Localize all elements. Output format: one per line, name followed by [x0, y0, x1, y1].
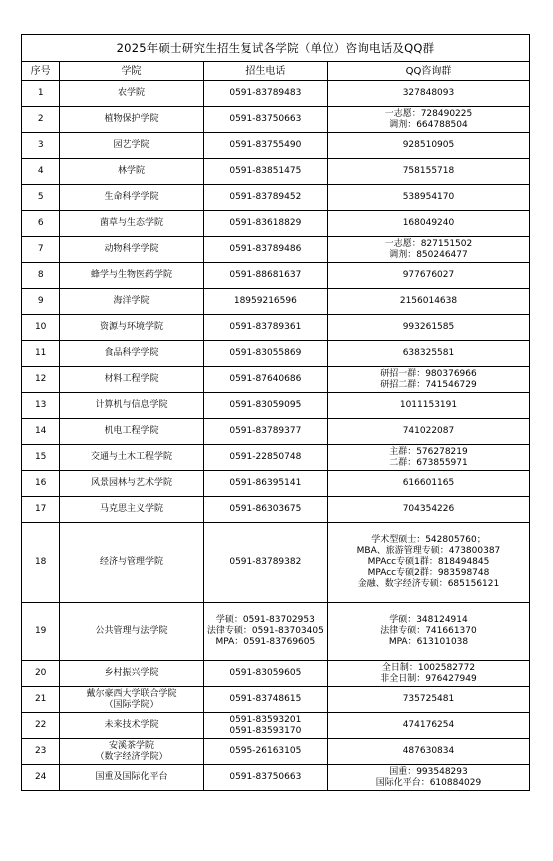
qq-group-cell: [327, 419, 529, 445]
phone-number-cell: [203, 133, 327, 159]
phone-number-cell: [203, 497, 327, 523]
college-name-cell: [60, 523, 203, 603]
qq-group-cell: [327, 497, 529, 523]
header-college: 学院: [60, 62, 203, 81]
row-number: 14: [22, 419, 60, 445]
college-name: 食品科学学院: [104, 348, 159, 358]
phone-number: 0591-83055869: [229, 348, 302, 358]
row-number: 24: [22, 765, 60, 791]
qq-group: 616601165: [402, 478, 455, 488]
row-number: 22: [22, 713, 60, 739]
college-name-cell: [60, 315, 203, 341]
qq-group-cell: [327, 133, 529, 159]
college-name: 戴尔豪西大学联合学院: [86, 688, 177, 699]
table-row: [22, 263, 530, 289]
table-row: [22, 393, 530, 419]
college-name: 资源与环境学院: [100, 322, 164, 332]
qq-group: 主群：576278219: [389, 446, 468, 457]
college-name-cell: [60, 341, 203, 367]
header-qq: QQ咨询群: [327, 62, 529, 81]
row-number: 19: [22, 603, 60, 661]
college-name-cell: [60, 107, 203, 133]
qq-group: 758155718: [402, 166, 455, 176]
college-name: 马克思主义学院: [100, 504, 164, 514]
college-name: 农学院: [118, 88, 146, 98]
qq-group: 538954170: [402, 192, 455, 202]
table-row: [22, 289, 530, 315]
qq-group-cell: [327, 107, 529, 133]
qq-group-cell: [327, 523, 529, 603]
qq-group: 474176254: [402, 720, 455, 730]
phone-number: 0591-83593201: [229, 714, 302, 725]
row-number: 12: [22, 367, 60, 393]
qq-group: 1011153191: [399, 400, 458, 410]
college-name-cell: [60, 713, 203, 739]
qq-group-cell: [327, 661, 529, 687]
college-name-cell: [60, 185, 203, 211]
college-name-cell: [60, 159, 203, 185]
row-number: 1: [22, 81, 60, 107]
college-name: 乡村振兴学院: [104, 668, 159, 678]
phone-number: 0591-87640686: [229, 374, 302, 384]
qq-group-cell: [327, 289, 529, 315]
row-number: 18: [22, 523, 60, 603]
qq-group: 一志愿：827151502: [384, 238, 473, 249]
qq-group-cell: [327, 765, 529, 791]
phone-number-cell: [203, 445, 327, 471]
table-row: [22, 133, 530, 159]
phone-number: 0591-83789382: [229, 557, 302, 567]
table-title: 2025年硕士研究生招生复试各学院（单位）咨询电话及QQ群: [22, 35, 530, 62]
row-number: 7: [22, 237, 60, 263]
qq-group-cell: [327, 341, 529, 367]
college-name-cell: [60, 661, 203, 687]
row-number: 16: [22, 471, 60, 497]
qq-group: 国际化平台：610884029: [375, 777, 482, 788]
qq-group-cell: [327, 81, 529, 107]
college-name: 林学院: [118, 166, 146, 176]
qq-group: 非全日制：976427949: [380, 673, 477, 684]
table-row: [22, 497, 530, 523]
phone-number: 0591-83059095: [229, 400, 302, 410]
qq-group: 一志愿：728490225: [384, 108, 473, 119]
phone-number-cell: [203, 341, 327, 367]
college-name: 海洋学院: [113, 296, 150, 306]
phone-number: 0591-83059605: [229, 668, 302, 678]
row-number: 15: [22, 445, 60, 471]
phone-number: MPA：0591-83769605: [215, 637, 316, 647]
college-name-cell: [60, 393, 203, 419]
college-name: 未来技术学院: [104, 720, 159, 730]
phone-number: 0591-83618829: [229, 218, 302, 228]
phone-number-cell: [203, 237, 327, 263]
qq-group: 487630834: [402, 746, 455, 756]
college-name-cell: [60, 445, 203, 471]
college-name: 蜂学与生物医药学院: [91, 270, 173, 280]
table-row: [22, 237, 530, 263]
qq-group-cell: [327, 687, 529, 713]
phone-number-cell: [203, 687, 327, 713]
row-number: 13: [22, 393, 60, 419]
college-name-cell: [60, 133, 203, 159]
college-name-cell: [60, 739, 203, 765]
table-row: [22, 211, 530, 237]
college-name-cell: [60, 497, 203, 523]
table-row: [22, 739, 530, 765]
table-row: [22, 159, 530, 185]
phone-number-cell: [203, 523, 327, 603]
qq-group-cell: [327, 263, 529, 289]
phone-number: 0591-83755490: [229, 140, 302, 150]
phone-number: 0591-83593170: [229, 725, 302, 736]
phone-number-cell: [203, 739, 327, 765]
qq-group: 993261585: [402, 322, 455, 332]
qq-group: MPA：613101038: [388, 637, 469, 647]
row-number: 6: [22, 211, 60, 237]
phone-number: 0591-83750663: [229, 772, 302, 782]
college-name-cell: [60, 367, 203, 393]
qq-group-cell: [327, 237, 529, 263]
qq-group-cell: [327, 393, 529, 419]
phone-number: 0591-22850748: [229, 452, 302, 462]
row-number: 11: [22, 341, 60, 367]
table-row: [22, 523, 530, 603]
qq-group: 二群：673855971: [389, 457, 468, 468]
phone-number-cell: [203, 661, 327, 687]
phone-number: 0591-88681637: [229, 270, 302, 280]
phone-number-cell: [203, 211, 327, 237]
qq-group: 学术型硕士：542805760；: [371, 535, 486, 545]
college-name: 园艺学院: [113, 140, 150, 150]
title-row: [22, 35, 530, 62]
phone-number-cell: [203, 159, 327, 185]
table-row: [22, 367, 530, 393]
row-number: 21: [22, 687, 60, 713]
admissions-contact-sheet: [21, 34, 530, 791]
row-number: 10: [22, 315, 60, 341]
qq-group: 2156014638: [399, 296, 458, 306]
qq-group-cell: [327, 159, 529, 185]
college-name-cell: [60, 211, 203, 237]
college-name: 生命科学学院: [104, 192, 159, 202]
college-name-cell: [60, 289, 203, 315]
phone-number-cell: [203, 315, 327, 341]
row-number: 9: [22, 289, 60, 315]
qq-group: 法律专硕：741661370: [380, 626, 477, 636]
table-row: [22, 81, 530, 107]
table-row: [22, 765, 530, 791]
college-name: 风景园林与艺术学院: [91, 478, 173, 488]
row-number: 5: [22, 185, 60, 211]
qq-group-cell: [327, 713, 529, 739]
table-row: [22, 713, 530, 739]
phone-number-cell: [203, 713, 327, 739]
table-row: [22, 315, 530, 341]
phone-number: 0591-83789361: [229, 322, 302, 332]
row-number: 3: [22, 133, 60, 159]
table-row: [22, 341, 530, 367]
qq-group-cell: [327, 315, 529, 341]
phone-number: 0591-83748615: [229, 694, 302, 704]
qq-group: 调剂：664788504: [389, 119, 468, 130]
phone-number-cell: [203, 107, 327, 133]
qq-group: 704354226: [402, 504, 455, 514]
phone-number: 0591-83851475: [229, 166, 302, 176]
college-name: 经济与管理学院: [100, 557, 164, 567]
college-name-cell: [60, 237, 203, 263]
qq-group-cell: [327, 471, 529, 497]
header-phone: 招生电话: [203, 62, 327, 81]
phone-number: 0591-83789486: [229, 244, 302, 254]
header-row: [22, 62, 530, 81]
row-number: 8: [22, 263, 60, 289]
college-name-cell: [60, 687, 203, 713]
header-no: 序号: [22, 62, 60, 81]
college-name-cell: [60, 81, 203, 107]
qq-group: 168049240: [402, 218, 455, 228]
qq-group: 735725481: [402, 694, 455, 704]
qq-group: MBA、旅游管理专硕：473800387: [356, 546, 501, 556]
qq-group: 金融、数字经济专硕：685156121: [357, 579, 500, 589]
phone-number-cell: [203, 81, 327, 107]
qq-group: 学硕：348124914: [389, 615, 468, 625]
phone-number: 0591-86303675: [229, 504, 302, 514]
table-row: [22, 185, 530, 211]
college-name: （数字经济学院）: [95, 751, 168, 762]
college-name-cell: [60, 765, 203, 791]
qq-group: 327848093: [402, 88, 455, 98]
college-name: 安溪茶学院: [109, 740, 155, 751]
college-name: 植物保护学院: [104, 114, 159, 124]
row-number: 17: [22, 497, 60, 523]
qq-group-cell: [327, 185, 529, 211]
table-row: [22, 445, 530, 471]
college-name: 动物科学学院: [104, 244, 159, 254]
table-row: [22, 471, 530, 497]
college-name: 公共管理与法学院: [95, 626, 168, 636]
table-row: [22, 661, 530, 687]
qq-group: 全日制：1002582772: [381, 662, 476, 673]
phone-number: 法律专硕：0591-83703405: [206, 626, 324, 636]
college-name: 计算机与信息学院: [95, 400, 168, 410]
qq-group: 研招一群：980376966: [380, 368, 477, 379]
row-number: 23: [22, 739, 60, 765]
phone-number: 学硕：0591-83702953: [215, 615, 315, 625]
qq-group: 638325581: [402, 348, 455, 358]
phone-number: 0591-83789377: [229, 426, 302, 436]
phone-number-cell: [203, 289, 327, 315]
table-row: [22, 107, 530, 133]
table-row: [22, 603, 530, 661]
college-name: 机电工程学院: [104, 426, 159, 436]
contact-table: [21, 34, 530, 791]
qq-group-cell: [327, 603, 529, 661]
college-name-cell: [60, 419, 203, 445]
phone-number: 0591-86395141: [229, 478, 302, 488]
phone-number-cell: [203, 603, 327, 661]
qq-group-cell: [327, 739, 529, 765]
row-number: 20: [22, 661, 60, 687]
qq-group: 741022087: [402, 426, 455, 436]
phone-number-cell: [203, 367, 327, 393]
college-name: 材料工程学院: [104, 374, 159, 384]
phone-number-cell: [203, 263, 327, 289]
phone-number-cell: [203, 393, 327, 419]
phone-number-cell: [203, 765, 327, 791]
phone-number-cell: [203, 419, 327, 445]
qq-group: 国重：993548293: [389, 766, 468, 777]
row-number: 2: [22, 107, 60, 133]
phone-number: 0591-83789483: [229, 88, 302, 98]
phone-number: 18959216596: [233, 296, 297, 306]
table-row: [22, 687, 530, 713]
phone-number: 0595-26163105: [229, 746, 302, 756]
table-body: [22, 81, 530, 791]
qq-group: 研招二群：741546729: [380, 379, 477, 390]
college-name-cell: [60, 263, 203, 289]
college-name: 国重及国际化平台: [95, 772, 168, 782]
qq-group: MPAcc专硕1群：818494845: [367, 557, 490, 567]
phone-number-cell: [203, 471, 327, 497]
qq-group-cell: [327, 445, 529, 471]
qq-group-cell: [327, 367, 529, 393]
college-name: 交通与土木工程学院: [91, 452, 173, 462]
row-number: 4: [22, 159, 60, 185]
qq-group: 调剂：850246477: [389, 249, 468, 260]
qq-group: 977676027: [402, 270, 455, 280]
phone-number: 0591-83789452: [229, 192, 302, 202]
college-name: （国际学院）: [104, 699, 159, 710]
qq-group: MPAcc专硕2群：983598748: [367, 568, 490, 578]
qq-group: 928510905: [402, 140, 455, 150]
qq-group-cell: [327, 211, 529, 237]
phone-number-cell: [203, 185, 327, 211]
college-name-cell: [60, 471, 203, 497]
table-row: [22, 419, 530, 445]
college-name-cell: [60, 603, 203, 661]
college-name: 菌草与生态学院: [100, 218, 164, 228]
phone-number: 0591-83750663: [229, 114, 302, 124]
